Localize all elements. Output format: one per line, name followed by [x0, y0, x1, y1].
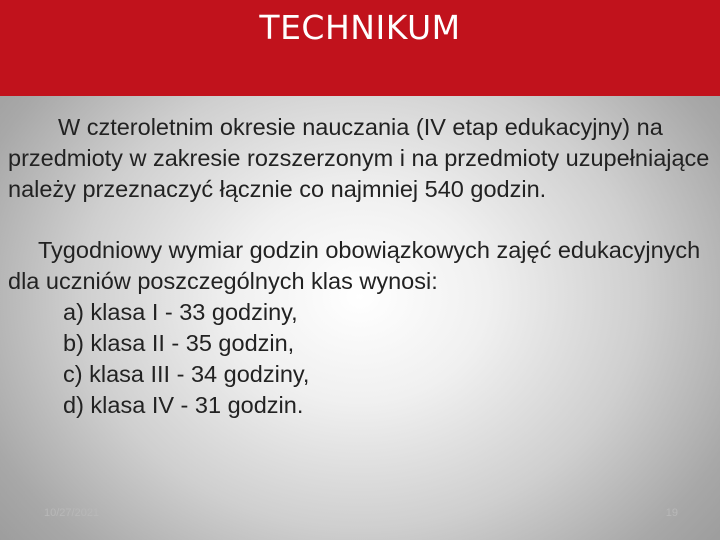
title-bar: [0, 0, 720, 96]
list-item: d) klasa IV - 31 godzin.: [63, 392, 304, 418]
class-hours-list: [8, 297, 712, 421]
paragraph-hours-total: W czteroletnim okresie nauczania (IV etap edukacyjny) na przedmioty w zakresie rozszerzonym i na przedmioty uzupełniające należy przeznaczyć łącznie co najmniej 540 godzin.: [8, 114, 710, 202]
slide-body: [8, 112, 712, 421]
list-item: b) klasa II - 35 godzin,: [63, 330, 295, 356]
page-number: 19: [665, 507, 678, 519]
list-item: c) klasa III - 34 godziny,: [63, 361, 310, 387]
list-item: a) klasa I - 33 godziny,: [63, 299, 298, 325]
paragraph-weekly-hours: Tygodniowy wymiar godzin obowiązkowych zajęć edukacyjnych dla uczniów poszczególnych klas wynosi:: [8, 237, 701, 294]
slide-title: TECHNIKUM: [259, 8, 461, 47]
footer-date: 10/27/2021: [44, 507, 100, 519]
